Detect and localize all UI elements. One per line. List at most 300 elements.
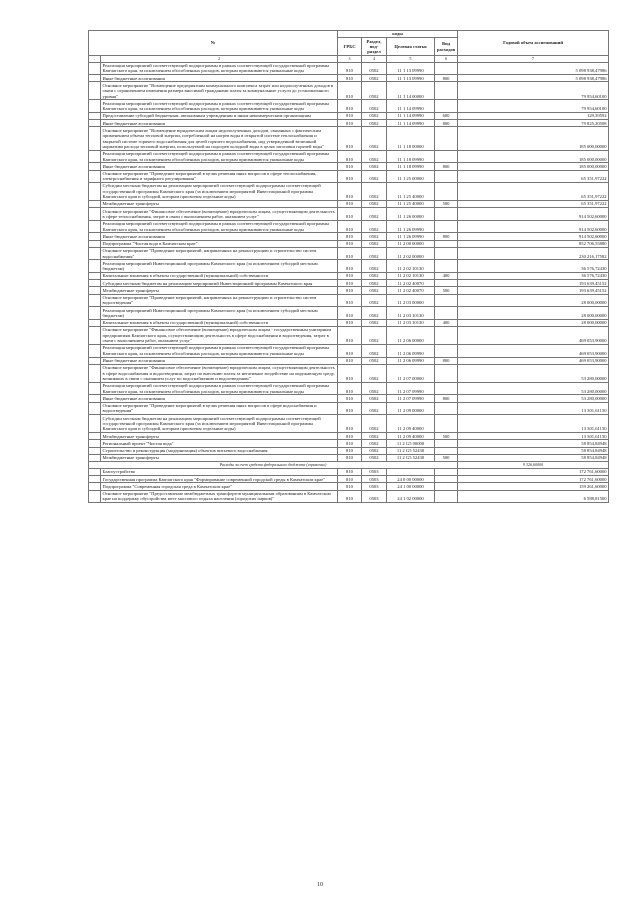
grbs-cell: 810	[338, 62, 362, 75]
row-number-cell	[89, 150, 101, 163]
table-row	[89, 440, 609, 447]
grbs-cell: 810	[338, 454, 362, 461]
expense-type-cell	[435, 150, 458, 163]
row-number-cell	[89, 201, 101, 208]
target-article-cell: 24 0 00 00000	[387, 476, 435, 483]
row-number-cell	[89, 326, 101, 344]
expense-type-cell: 400	[435, 319, 458, 326]
table-row	[89, 208, 609, 221]
target-article-cell: 11 2 06 09990	[387, 357, 435, 364]
expense-type-cell	[435, 62, 458, 75]
table-row	[89, 364, 609, 382]
expense-type-cell: 600	[435, 112, 458, 119]
grbs-cell: 810	[338, 183, 362, 201]
table-row	[89, 82, 609, 100]
row-number-cell	[89, 260, 101, 273]
razdel-cell: 0502	[362, 82, 387, 100]
grbs-cell: 810	[338, 150, 362, 163]
target-article-cell: 11 1 14 09990	[387, 112, 435, 119]
target-article-cell: 11 2 02 40070	[387, 287, 435, 294]
razdel-cell: 0502	[362, 247, 387, 260]
amount-cell: 13 301,61150	[458, 402, 609, 415]
grbs-cell: 810	[338, 440, 362, 447]
row-number-cell	[89, 357, 101, 364]
razdel-cell: 0502	[362, 402, 387, 415]
amount-cell: 79 825,20508	[458, 120, 609, 127]
grbs-cell: 810	[338, 75, 362, 82]
grbs-cell: 810	[338, 402, 362, 415]
amount-cell: 185 000,00000	[458, 163, 609, 170]
row-number-cell	[89, 364, 101, 382]
expense-type-cell	[435, 415, 458, 433]
expense-type-cell	[435, 344, 458, 357]
expense-type-cell	[435, 364, 458, 382]
razdel-cell: 0502	[362, 454, 387, 461]
grbs-cell: 810	[338, 273, 362, 280]
grbs-cell: 810	[338, 170, 362, 183]
expense-type-cell	[435, 183, 458, 201]
grbs-cell: 810	[338, 233, 362, 240]
table-row	[89, 150, 609, 163]
expense-type-cell	[435, 382, 458, 395]
razdel-cell: 0502	[362, 75, 387, 82]
row-number-cell	[89, 233, 101, 240]
target-article-cell: 11 1 26 09990	[387, 233, 435, 240]
reference-amount: 9 326,60000	[458, 461, 609, 468]
expense-type-cell	[435, 82, 458, 100]
table-row	[89, 280, 609, 287]
row-number-cell	[89, 62, 101, 75]
row-name-cell: Подпрограмма "Чистая вода в Камчатском крае"	[101, 240, 338, 247]
page-number: 10	[317, 882, 323, 888]
table-row	[89, 415, 609, 433]
razdel-cell: 0502	[362, 294, 387, 307]
row-name-cell: Реализация мероприятий соответствующей подпрограммы в рамках соответствующей государственной программы Камчатского края, за исключением обособленных расходов, которым присваиваются уникальные коды	[101, 100, 338, 113]
grbs-cell: 810	[338, 307, 362, 320]
table-row	[89, 454, 609, 461]
row-name-cell: Основное мероприятие "Проведение мероприятий в целях решения иных вопросов в сфере теплоснабжения, электроснабжения и тарифного регулирования"	[101, 170, 338, 183]
target-article-cell: 11 1 14 09990	[387, 100, 435, 113]
amount-cell: 469 053,90000	[458, 344, 609, 357]
amount-cell: 13 301,61150	[458, 415, 609, 433]
target-article-cell: 11 2 02 10130	[387, 273, 435, 280]
row-name-cell: Иные бюджетные ассигнования	[101, 357, 338, 364]
row-name-cell: Межбюджетные трансферты	[101, 433, 338, 440]
razdel-cell: 0502	[362, 260, 387, 273]
razdel-cell: 0502	[362, 201, 387, 208]
expense-type-cell	[435, 447, 458, 454]
row-name-cell: Основное мероприятие "Возмещение предприятиям коммунального комплекса затрат или недополученных доходов в связи с ограничением изменения размера вносимой гражданами платы за коммунальные услуги до установленного уровня"	[101, 82, 338, 100]
table-row	[89, 112, 609, 119]
table-row	[89, 273, 609, 280]
expense-type-cell	[435, 240, 458, 247]
row-number-cell	[89, 220, 101, 233]
reference-note-row	[89, 461, 609, 468]
amount-cell: 58 854,84948	[458, 440, 609, 447]
expense-type-cell	[435, 208, 458, 221]
target-article-cell: 11 1 25 00000	[387, 170, 435, 183]
target-article-cell: 11 2 07 00000	[387, 364, 435, 382]
header-number: №	[89, 31, 338, 56]
row-number-cell	[89, 287, 101, 294]
row-number-cell	[89, 112, 101, 119]
razdel-cell: 0502	[362, 326, 387, 344]
reference-note: Расходы за счет средств федерального бюджета (справочно)	[89, 461, 458, 468]
razdel-cell: 0502	[362, 382, 387, 395]
target-article-cell: 11 2 09 00000	[387, 402, 435, 415]
column-number: 3	[338, 56, 362, 62]
row-number-cell	[89, 240, 101, 247]
row-number-cell	[89, 415, 101, 433]
row-name-cell: Основное мероприятие "Финансовое обеспечение (возмещение) юридическим лицам, осуществляющим деятельность в сфере теплоснабжения, затрат в связи с выполнением работ, оказанием услуг"	[101, 208, 338, 221]
row-name-cell: Основное мероприятие "Предоставление межбюджетных трансфертов муниципальным образованиям в Камчатском крае на поддержку обустройства мест массового отдыха населения (городских парков)"	[101, 490, 338, 503]
row-name-cell: Межбюджетные трансферты	[101, 454, 338, 461]
expense-type-cell	[435, 294, 458, 307]
grbs-cell: 810	[338, 260, 362, 273]
amount-cell: 53 280,00000	[458, 382, 609, 395]
row-name-cell: Межбюджетные трансферты	[101, 201, 338, 208]
row-number-cell	[89, 395, 101, 402]
row-number-cell	[89, 433, 101, 440]
row-number-cell	[89, 447, 101, 454]
razdel-cell: 0502	[362, 287, 387, 294]
expense-type-cell	[435, 483, 458, 490]
row-number-cell	[89, 75, 101, 82]
row-name-cell: Иные бюджетные ассигнования	[101, 163, 338, 170]
row-name-cell: Иные бюджетные ассигнования	[101, 120, 338, 127]
row-number-cell	[89, 469, 101, 476]
table-row	[89, 220, 609, 233]
razdel-cell: 0502	[362, 220, 387, 233]
table-row	[89, 100, 609, 113]
row-name-cell: Предоставление субсидий бюджетным, автономным учреждениям и иным некоммерческим организациям	[101, 112, 338, 119]
amount-cell: 129,39592	[458, 112, 609, 119]
amount-cell: 58 854,84948	[458, 454, 609, 461]
table-row	[89, 260, 609, 273]
grbs-cell: 810	[338, 240, 362, 247]
row-number-cell	[89, 183, 101, 201]
table-row	[89, 476, 609, 483]
expense-type-cell	[435, 260, 458, 273]
target-article-cell: 11 1 13 09990	[387, 75, 435, 82]
target-article-cell: 11 2 06 09990	[387, 344, 435, 357]
table-row	[89, 433, 609, 440]
row-number-cell	[89, 454, 101, 461]
razdel-cell: 0502	[362, 440, 387, 447]
table-row	[89, 319, 609, 326]
target-article-cell: 11 2 03 00000	[387, 294, 435, 307]
amount-cell: 58 854,84948	[458, 447, 609, 454]
expense-type-cell	[435, 247, 458, 260]
grbs-cell: 810	[338, 344, 362, 357]
razdel-cell: 0503	[362, 483, 387, 490]
amount-cell: 469 053,90000	[458, 326, 609, 344]
razdel-cell: 0502	[362, 364, 387, 382]
razdel-cell: 0503	[362, 469, 387, 476]
row-number-cell	[89, 440, 101, 447]
expense-type-cell: 500	[435, 201, 458, 208]
row-name-cell: Региональный проект "Чистая вода"	[101, 440, 338, 447]
grbs-cell: 810	[338, 112, 362, 119]
target-article-cell: 11 1 25 40000	[387, 201, 435, 208]
expense-type-cell: 500	[435, 454, 458, 461]
row-name-cell: Межбюджетные трансферты	[101, 287, 338, 294]
grbs-cell: 810	[338, 476, 362, 483]
target-article-cell: 11 2 G5 00000	[387, 440, 435, 447]
target-article-cell: 11 1 14 09990	[387, 120, 435, 127]
column-number: 5	[387, 56, 435, 62]
target-article-cell: 11 2 G5 52430	[387, 454, 435, 461]
grbs-cell: 810	[338, 319, 362, 326]
grbs-cell: 810	[338, 163, 362, 170]
table-row	[89, 469, 609, 476]
amount-cell: 65 351,97222	[458, 201, 609, 208]
grbs-cell: 810	[338, 433, 362, 440]
row-number-cell	[89, 344, 101, 357]
razdel-cell: 0502	[362, 344, 387, 357]
grbs-cell: 810	[338, 483, 362, 490]
target-article-cell: 11 2 03 10130	[387, 319, 435, 326]
razdel-cell: 0503	[362, 476, 387, 483]
grbs-cell: 810	[338, 127, 362, 150]
row-number-cell	[89, 307, 101, 320]
table-header	[89, 31, 609, 63]
row-number-cell	[89, 402, 101, 415]
column-number: .	[89, 56, 101, 62]
target-article-cell: 24 1 00 00000	[387, 483, 435, 490]
razdel-cell: 0502	[362, 280, 387, 287]
razdel-cell: 0502	[362, 150, 387, 163]
row-number-cell	[89, 476, 101, 483]
row-name-cell: Благоустройство	[101, 469, 338, 476]
amount-cell: 914 502,60000	[458, 233, 609, 240]
razdel-cell: 0502	[362, 62, 387, 75]
razdel-cell: 0502	[362, 240, 387, 247]
table-row	[89, 402, 609, 415]
target-article-cell: 24 1 02 00000	[387, 490, 435, 503]
target-article-cell: 11 1 18 09990	[387, 150, 435, 163]
grbs-cell: 810	[338, 326, 362, 344]
table-row	[89, 233, 609, 240]
row-name-cell: Реализация мероприятий Инвестиционной программы Камчатского края (за исключением субсидий местным бюджетам)	[101, 307, 338, 320]
row-name-cell: Основное мероприятие "Возмещение юридическим лицам недополученных доходов, связанных с фактическим применением объема тепловой энергии, потребленной на нагрев воды в открытой системе теплоснабжения и закрытой системе горячего водоснабжения для целей горячего водоснабжения, над утвержденной величиной норматива расхода тепловой энергии, используемой на подогрев холодной воды в целях заготовки горячей воды"	[101, 127, 338, 150]
row-name-cell: Основное мероприятие "Проведение мероприятий, направленных на реконструкцию и строительство систем водоотведения"	[101, 294, 338, 307]
amount-cell: 13 301,61150	[458, 433, 609, 440]
grbs-cell: 810	[338, 247, 362, 260]
grbs-cell: 810	[338, 447, 362, 454]
amount-cell: 914 502,60000	[458, 220, 609, 233]
grbs-cell: 810	[338, 208, 362, 221]
row-number-cell	[89, 127, 101, 150]
row-number-cell	[89, 163, 101, 170]
row-name-cell: Иные бюджетные ассигнования	[101, 75, 338, 82]
row-name-cell: Иные бюджетные ассигнования	[101, 395, 338, 402]
row-name-cell: Реализация мероприятий Инвестиционной программы Камчатского края (за исключением субсидий местным бюджетам)	[101, 260, 338, 273]
row-name-cell: Подпрограмма "Современная городская среда в Камчатском крае"	[101, 483, 338, 490]
row-name-cell: Основное мероприятие "Проведение мероприятий, направленных на реконструкцию и строительство систем водоснабжения"	[101, 247, 338, 260]
razdel-cell: 0502	[362, 319, 387, 326]
razdel-cell: 0502	[362, 112, 387, 119]
row-name-cell: Реализация мероприятий соответствующей подпрограммы в рамках соответствующей государственной программы Камчатского края, за исключением обособленных расходов, которым присваиваются уникальные коды	[101, 220, 338, 233]
amount-cell: 172 761,60000	[458, 476, 609, 483]
expense-type-cell: 500	[435, 287, 458, 294]
razdel-cell: 0502	[362, 170, 387, 183]
target-article-cell: 11 1 18 09990	[387, 163, 435, 170]
row-name-cell: Реализация мероприятий соответствующей подпрограммы в рамках соответствующей государственной программы Камчатского края, за исключением обособленных расходов, которым присваиваются уникальные коды	[101, 382, 338, 395]
target-article-cell: 11 2 09 40000	[387, 415, 435, 433]
grbs-cell: 810	[338, 280, 362, 287]
target-article-cell: 11 2 06 00000	[387, 326, 435, 344]
target-article-cell: 11 2 07 09990	[387, 395, 435, 402]
row-number-cell	[89, 170, 101, 183]
row-number-cell	[89, 100, 101, 113]
razdel-cell: 0502	[362, 233, 387, 240]
razdel-cell: 0502	[362, 120, 387, 127]
expense-type-cell	[435, 220, 458, 233]
table-row	[89, 287, 609, 294]
amount-cell: 53 280,00000	[458, 395, 609, 402]
razdel-cell: 0502	[362, 395, 387, 402]
row-number-cell	[89, 382, 101, 395]
header-codes: коды	[338, 31, 458, 38]
row-name-cell: Реализация мероприятий соответствующей подпрограммы в рамках соответствующей государственной программы Камчатского края, за исключением обособленных расходов, которым присваиваются уникальные коды	[101, 344, 338, 357]
grbs-cell: 810	[338, 490, 362, 503]
row-number-cell	[89, 247, 101, 260]
row-name-cell: Субсидии местным бюджетам на реализацию мероприятий Инвестиционной программы Камчатского края	[101, 280, 338, 287]
row-number-cell	[89, 490, 101, 503]
expense-type-cell	[435, 326, 458, 344]
column-number: 4	[362, 56, 387, 62]
expense-type-cell: 800	[435, 120, 458, 127]
grbs-cell: 810	[338, 287, 362, 294]
table-row	[89, 447, 609, 454]
row-name-cell: Субсидии местным бюджетам на реализацию мероприятий соответствующей подпрограммы соответствующей государственной программы Камчатского края (за исключением мероприятий Инвестиционной программы Камчатского края и субсидий, которым присвоены отдельные коды)	[101, 183, 338, 201]
table-row	[89, 183, 609, 201]
target-article-cell: 11 2 02 00000	[387, 247, 435, 260]
amount-cell: 852 706,55880	[458, 240, 609, 247]
amount-cell: 79 954,60100	[458, 82, 609, 100]
expense-type-cell: 800	[435, 163, 458, 170]
amount-cell: 36 576,72430	[458, 273, 609, 280]
grbs-cell: 810	[338, 357, 362, 364]
razdel-cell: 0502	[362, 273, 387, 280]
row-name-cell: Капитальные вложения в объекты государственной (муниципальной) собственности	[101, 319, 338, 326]
expense-type-cell	[435, 402, 458, 415]
table-row	[89, 201, 609, 208]
header-amount: Годовой объем ассигнований	[458, 31, 609, 56]
row-number-cell	[89, 280, 101, 287]
target-article-cell: 11 2 02 40070	[387, 280, 435, 287]
table-row	[89, 62, 609, 75]
row-name-cell: Основное мероприятие "Финансовое обеспечение (возмещение) юридическим лицам, осуществляющим деятельность в сфере водоснабжения и водоотведения, затрат по внесению платы за негативное воздействие на окружающую среду, возникших в связи с оказанием услуг по водоснабжению и водоотведению"	[101, 364, 338, 382]
grbs-cell: 810	[338, 120, 362, 127]
target-article-cell: 11 1 14 00000	[387, 82, 435, 100]
amount-cell: 914 502,60000	[458, 208, 609, 221]
amount-cell: 65 351,97222	[458, 170, 609, 183]
expense-type-cell	[435, 100, 458, 113]
amount-cell: 5 098 938,47986	[458, 75, 609, 82]
target-article-cell: 11 1 26 00000	[387, 208, 435, 221]
table-row	[89, 75, 609, 82]
table-row	[89, 307, 609, 320]
amount-cell: 193 639,45152	[458, 280, 609, 287]
razdel-cell: 0502	[362, 127, 387, 150]
column-number: 6	[435, 56, 458, 62]
row-name-cell: Иные бюджетные ассигнования	[101, 233, 338, 240]
row-number-cell	[89, 82, 101, 100]
header-target-article: Целевая статья	[387, 38, 435, 56]
amount-cell: 185 000,00000	[458, 127, 609, 150]
expense-type-cell	[435, 440, 458, 447]
row-name-cell: Капитальные вложения в объекты государственной (муниципальной) собственности	[101, 273, 338, 280]
column-number: 7	[458, 56, 609, 62]
column-number: 2	[101, 56, 338, 62]
grbs-cell: 810	[338, 382, 362, 395]
amount-cell: 185 000,00000	[458, 150, 609, 163]
amount-cell: 172 761,60000	[458, 469, 609, 476]
table-row	[89, 382, 609, 395]
amount-cell: 28 000,00000	[458, 294, 609, 307]
expense-type-cell: 400	[435, 273, 458, 280]
expense-type-cell	[435, 307, 458, 320]
table-row	[89, 240, 609, 247]
razdel-cell: 0502	[362, 183, 387, 201]
expense-type-cell	[435, 469, 458, 476]
table-row	[89, 357, 609, 364]
row-number-cell	[89, 208, 101, 221]
razdel-cell: 0503	[362, 490, 387, 503]
razdel-cell: 0502	[362, 357, 387, 364]
razdel-cell: 0502	[362, 208, 387, 221]
amount-cell: 65 351,97222	[458, 183, 609, 201]
row-number-cell	[89, 120, 101, 127]
amount-cell: 469 053,90000	[458, 357, 609, 364]
amount-cell: 159 261,60000	[458, 483, 609, 490]
expense-type-cell: 800	[435, 75, 458, 82]
target-article-cell: 11 1 13 09990	[387, 62, 435, 75]
table-row	[89, 490, 609, 503]
table-body	[89, 62, 609, 503]
table-row	[89, 344, 609, 357]
target-article-cell: 11 1 25 40000	[387, 183, 435, 201]
grbs-cell: 810	[338, 82, 362, 100]
amount-cell: 28 000,00000	[458, 307, 609, 320]
target-article-cell: 11 2 07 09990	[387, 382, 435, 395]
grbs-cell: 810	[338, 395, 362, 402]
expense-type-cell: 500	[435, 433, 458, 440]
row-number-cell	[89, 319, 101, 326]
amount-cell: 79 954,60100	[458, 100, 609, 113]
target-article-cell: 11 2 02 10130	[387, 260, 435, 273]
row-name-cell: Государственная программа Камчатского края "Формирование современной городской среды в Камчатском крае"	[101, 476, 338, 483]
row-name-cell: Субсидии местным бюджетам на реализацию мероприятий соответствующей подпрограммы соответствующей государственной программы Камчатского края (за исключением мероприятий Инвестиционной программы Камчатского края и субсидий, которым присвоены отдельные коды)	[101, 415, 338, 433]
header-razdel: Раздел, под-раздел	[362, 38, 387, 56]
row-name-cell: Основное мероприятие "Проведение мероприятий в целях решения иных вопросов в сфере водоснабжения и водоотведения"	[101, 402, 338, 415]
table-row	[89, 120, 609, 127]
target-article-cell: 11 2 00 00000	[387, 240, 435, 247]
grbs-cell: 810	[338, 100, 362, 113]
row-number-cell	[89, 483, 101, 490]
amount-cell: 230 216,17582	[458, 247, 609, 260]
razdel-cell: 0502	[362, 163, 387, 170]
target-article-cell: 11 1 18 00000	[387, 127, 435, 150]
grbs-cell: 810	[338, 220, 362, 233]
table-row	[89, 395, 609, 402]
expense-type-cell	[435, 280, 458, 287]
grbs-cell: 810	[338, 201, 362, 208]
amount-cell: 193 639,45152	[458, 287, 609, 294]
expense-type-cell	[435, 490, 458, 503]
